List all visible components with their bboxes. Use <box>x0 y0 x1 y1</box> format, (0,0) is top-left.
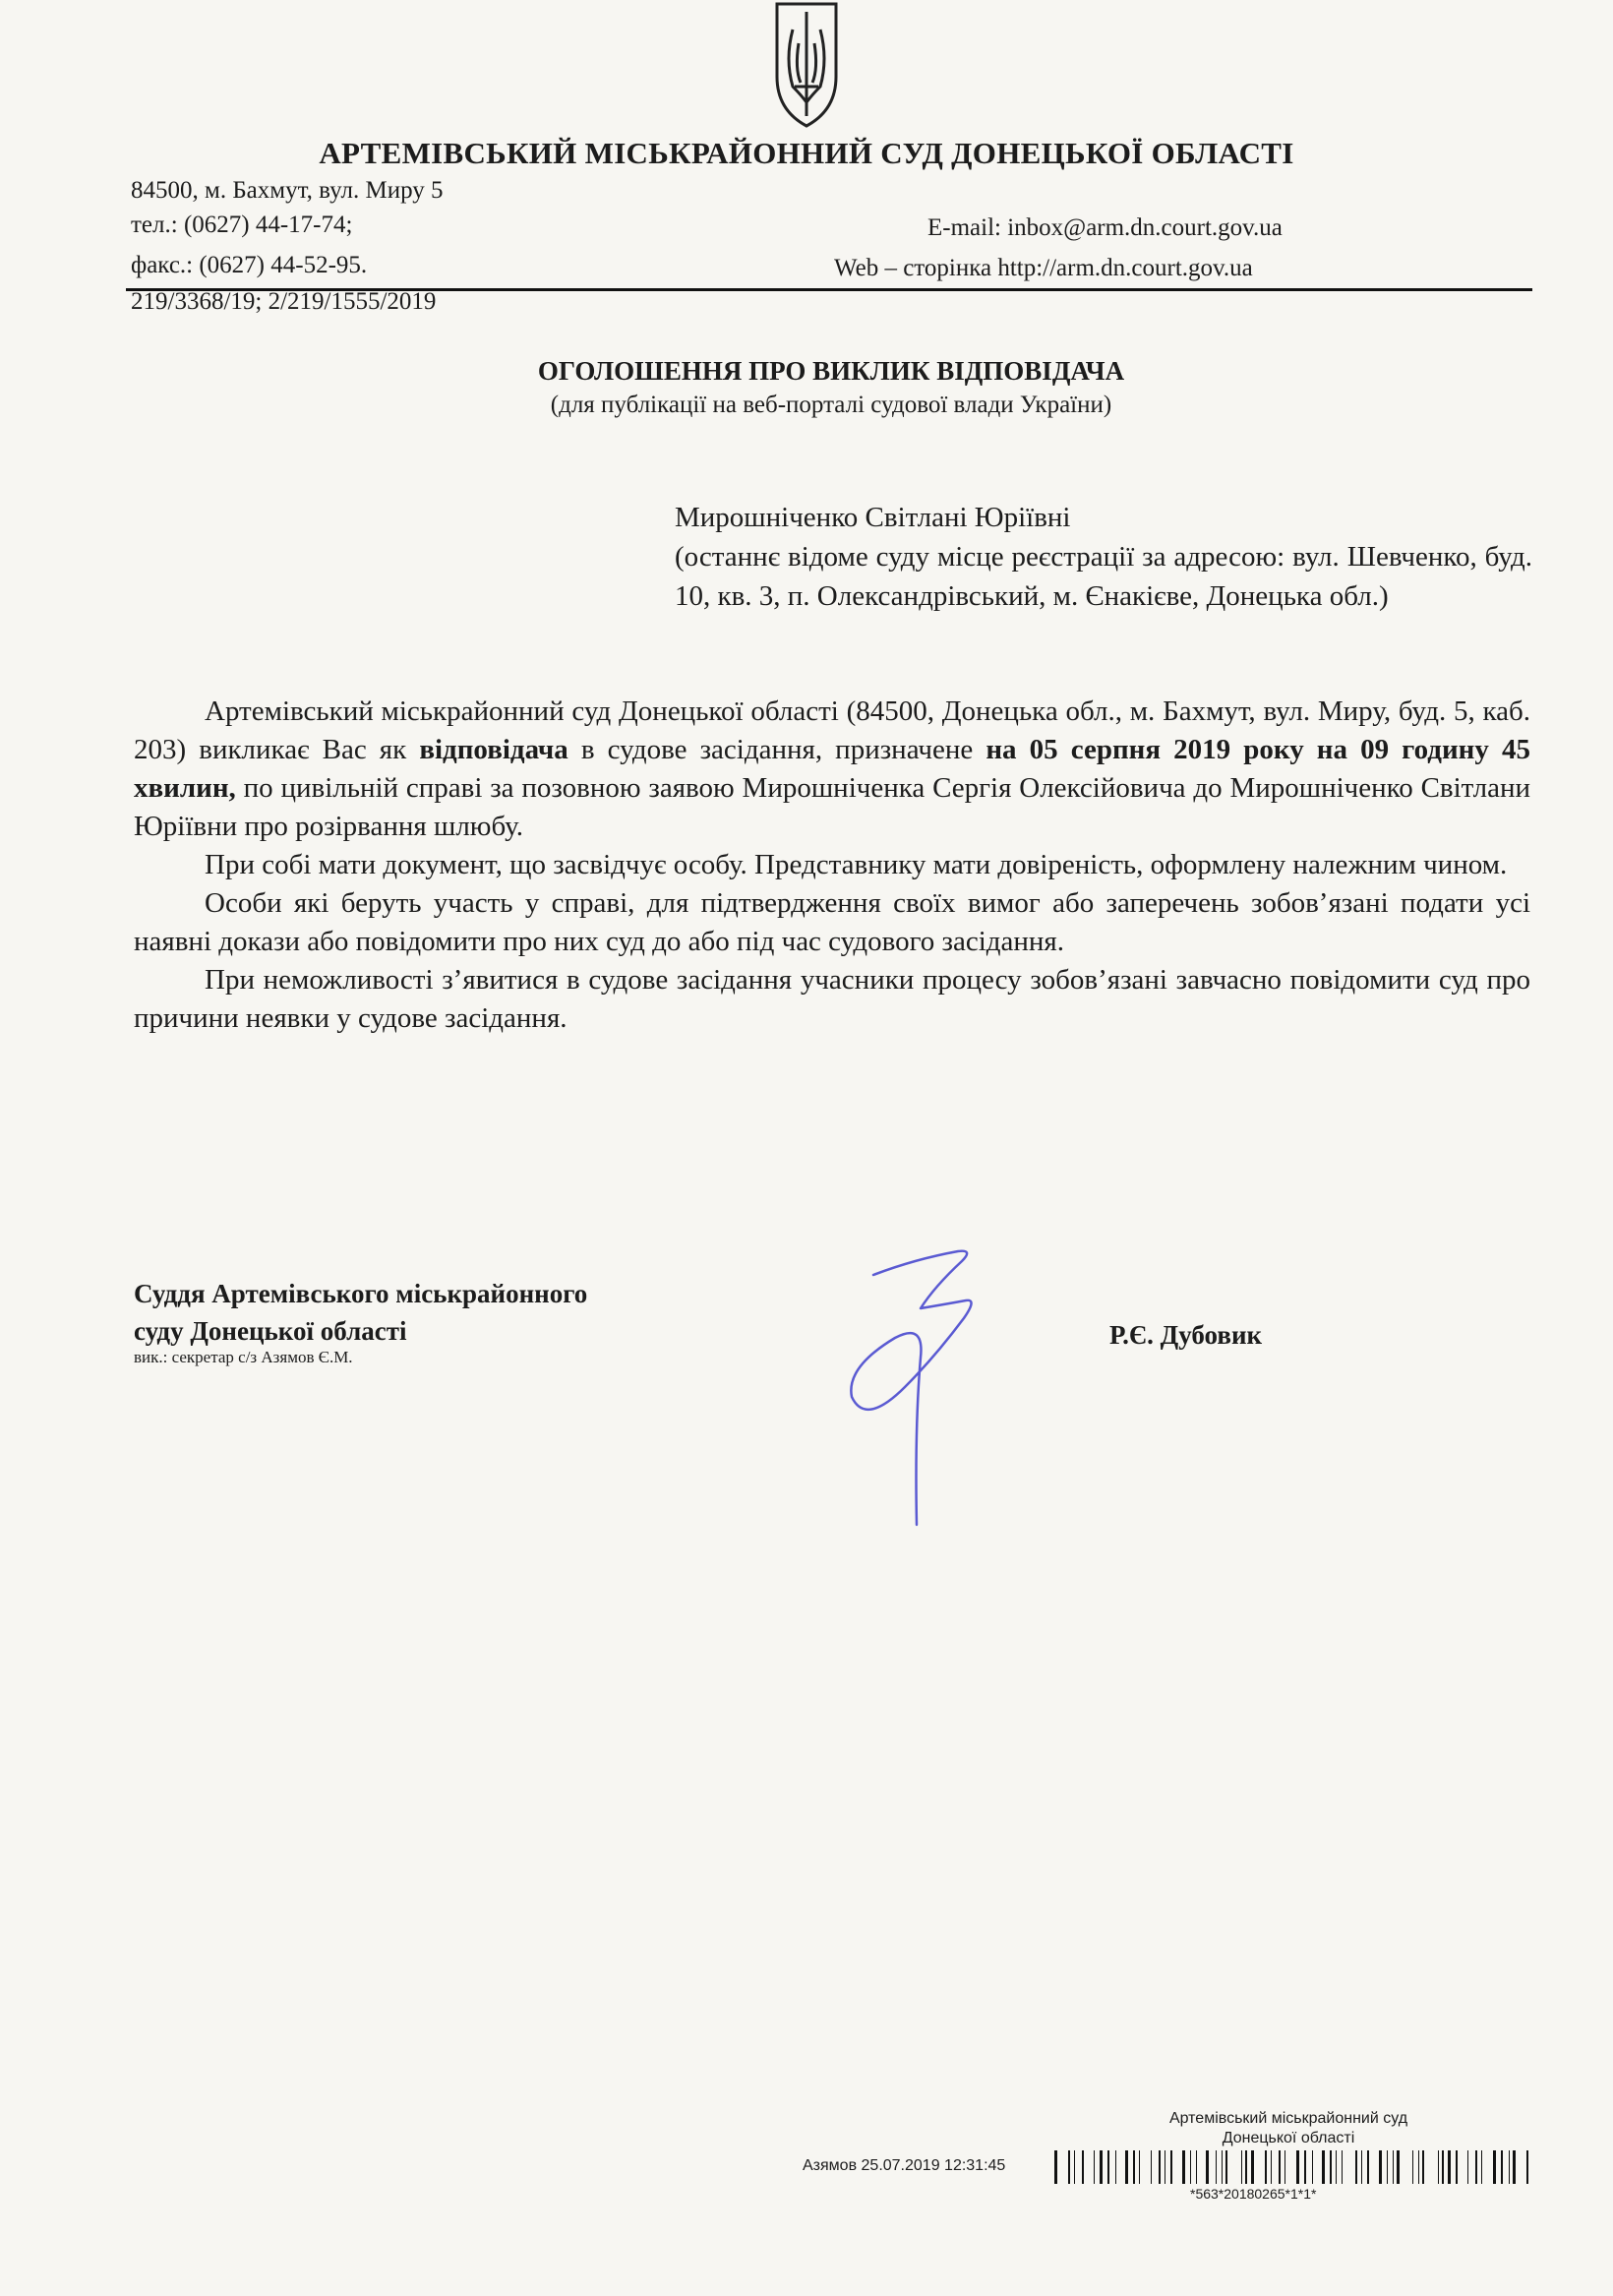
barcode-bar <box>1225 2150 1227 2184</box>
barcode-bar <box>1513 2150 1516 2184</box>
barcode-bar <box>1412 2150 1413 2184</box>
case-numbers: 219/3368/19; 2/219/1555/2019 <box>131 288 437 315</box>
barcode-bar <box>1206 2150 1209 2184</box>
barcode-bar <box>1100 2150 1103 2184</box>
notice-body <box>134 693 1530 1038</box>
judge-title-line1: Суддя Артемівського міськрайонного <box>134 1279 588 1308</box>
barcode-bar <box>1442 2150 1444 2184</box>
barcode-bar <box>1139 2150 1140 2184</box>
barcode <box>1054 2150 1532 2184</box>
stamp-user-datetime: Азямов 25.07.2019 12:31:45 <box>803 2157 1006 2174</box>
barcode-bar <box>1170 2150 1172 2184</box>
court-name: АРТЕМІВСЬКИЙ МІСЬКРАЙОННИЙ СУД ДОНЕЦЬКОЇ ОБЛАСТІ <box>319 136 1294 170</box>
barcode-bar <box>1322 2150 1325 2184</box>
stamp-court-line1: Артемівський міськрайонний суд <box>1168 2110 1408 2127</box>
barcode-bar <box>1216 2150 1217 2184</box>
barcode-bar <box>1304 2150 1306 2184</box>
document-title: ОГОЛОШЕННЯ ПРО ВИКЛИК ВІДПОВІДАЧА <box>537 356 1125 386</box>
barcode-bar <box>1501 2150 1503 2184</box>
addressee-details: (останнє відоме суду місце реєстрації за адресою: вул. Шевченко, буд. 10, кв. 3, п. Олександрівський, м. Єнакієве, Донецька обл.) <box>675 541 1532 612</box>
barcode-bar <box>1251 2150 1254 2184</box>
barcode-bar <box>1448 2150 1451 2184</box>
barcode-bar <box>1279 2150 1281 2184</box>
barcode-bar <box>1107 2150 1109 2184</box>
barcode-bar <box>1456 2150 1458 2184</box>
summons-role: відповідача <box>419 734 568 765</box>
judge-title <box>134 1275 587 1350</box>
paragraph-evidence: Особи які беруть участь у справі, для підтвердження своїх вимог або заперечень зобов’язані подати усі наявні докази або повідомити про них суд до або під час судового засідання. <box>134 887 1530 957</box>
barcode-bar <box>1475 2150 1477 2184</box>
barcode-bar <box>1418 2150 1419 2184</box>
barcode-bar <box>1379 2150 1382 2184</box>
barcode-bar <box>1054 2150 1057 2184</box>
court-fax: факс.: (0627) 44-52-95. <box>131 252 368 278</box>
stamp-court-line2: Донецької області <box>1222 2130 1355 2146</box>
barcode-bar <box>1284 2150 1285 2184</box>
barcode-bar <box>1133 2150 1135 2184</box>
barcode-bar <box>1481 2150 1482 2184</box>
barcode-bar <box>1387 2150 1388 2184</box>
stamp-court-name <box>1082 2109 1495 2148</box>
barcode-bar <box>1355 2150 1357 2184</box>
paragraph-summons <box>134 693 1530 846</box>
barcode-bar <box>1438 2150 1439 2184</box>
document-subtitle: (для публікації на веб-порталі судової влади України) <box>550 392 1112 418</box>
barcode-bar <box>1151 2150 1152 2184</box>
barcode-bar <box>1241 2150 1242 2184</box>
court-web: Web – сторінка http://arm.dn.court.gov.ua <box>834 255 1253 281</box>
barcode-bar <box>1397 2150 1400 2184</box>
addressee-name: Мирошніченко Світлані Юріївні <box>675 502 1071 533</box>
barcode-bar <box>1159 2150 1161 2184</box>
barcode-bar <box>1115 2150 1116 2184</box>
barcode-bar <box>1493 2150 1496 2184</box>
barcode-bar <box>1245 2150 1247 2184</box>
coat-of-arms-icon <box>771 0 842 130</box>
barcode-bar <box>1336 2150 1337 2184</box>
summons-text-2: в судове засідання, призначене <box>568 734 986 765</box>
barcode-bar <box>1526 2150 1528 2184</box>
court-phone: тел.: (0627) 44-17-74; <box>131 211 353 238</box>
barcode-bar <box>1222 2150 1223 2184</box>
barcode-bar <box>1182 2150 1185 2184</box>
paragraph-absence: При неможливості з’явитися в судове засідання учасники процесу зобов’язані завчасно повідомити суд про причини неявки у судове засідання. <box>134 964 1530 1034</box>
summons-text-3: по цивільній справі за позовною заявою Мирошніченка Сергія Олексійовича до Мирошніченко Світлани Юріївни про розірвання шлюбу. <box>134 772 1530 842</box>
barcode-bar <box>1422 2150 1424 2184</box>
judge-name: Р.Є. Дубовик <box>1109 1320 1263 1350</box>
barcode-bar <box>1312 2150 1313 2184</box>
barcode-bar <box>1094 2150 1095 2184</box>
barcode-bar <box>1361 2150 1362 2184</box>
barcode-bar <box>1125 2150 1128 2184</box>
barcode-bar <box>1467 2150 1468 2184</box>
barcode-bar <box>1190 2150 1191 2184</box>
barcode-bar <box>1265 2150 1267 2184</box>
judge-title-line2: суду Донецької області <box>134 1316 407 1346</box>
court-address: 84500, м. Бахмут, вул. Миру 5 <box>131 177 444 204</box>
barcode-bar <box>1296 2150 1299 2184</box>
barcode-number: *563*20180265*1*1* <box>1190 2186 1317 2202</box>
summons-datetime: на 05 серпня 2019 року на 09 годину 45 хвилин, <box>134 734 1530 804</box>
barcode-bar <box>1367 2150 1369 2184</box>
addressee-block <box>675 498 1532 616</box>
barcode-bar <box>1509 2150 1510 2184</box>
summons-text-1: Артемівський міськрайонний суд Донецької області (84500, Донецька обл., м. Бахмут, вул. Миру, буд. 5, каб. 203) викликає Вас як <box>134 695 1530 765</box>
barcode-bar <box>1342 2150 1343 2184</box>
court-email: E-mail: inbox@arm.dn.court.gov.ua <box>927 214 1283 241</box>
barcode-bar <box>1271 2150 1272 2184</box>
barcode-bar <box>1330 2150 1332 2184</box>
barcode-bar <box>1082 2150 1084 2184</box>
barcode-bar <box>1393 2150 1394 2184</box>
barcode-bar <box>1068 2150 1070 2184</box>
barcode-bar <box>1074 2150 1075 2184</box>
handwritten-signature <box>826 1239 993 1535</box>
paragraph-documents: При собі мати документ, що засвідчує особу. Представнику мати довіреність, оформлену належним чином. <box>205 849 1508 880</box>
executor-note: вик.: секретар с/з Азямов Є.М. <box>134 1348 353 1366</box>
barcode-bar <box>1196 2150 1197 2184</box>
